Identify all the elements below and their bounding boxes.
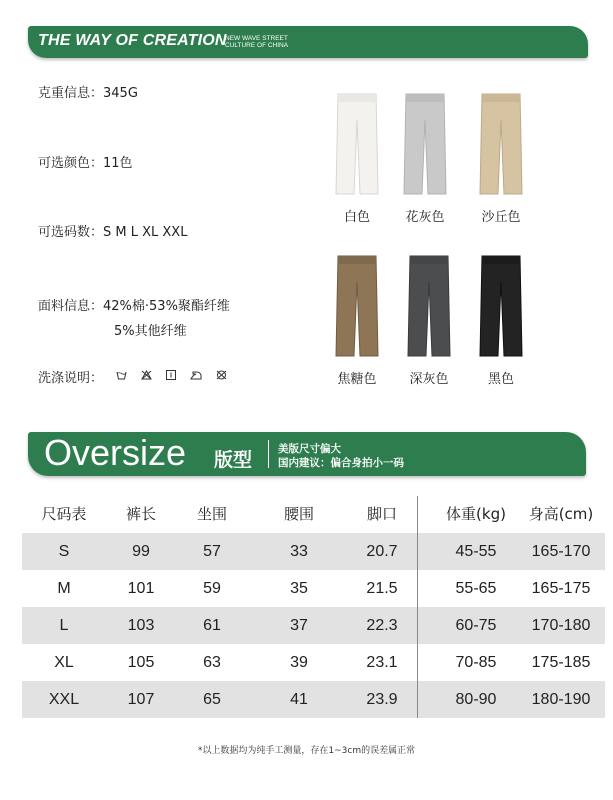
banner-subtitle xyxy=(225,35,288,49)
table-row xyxy=(22,570,605,607)
pants-heather-grey-image[interactable] xyxy=(402,90,448,198)
hand-wash-icon xyxy=(116,370,127,383)
table-cell: 41 xyxy=(290,691,308,708)
size-info: 可选码数：S M L XL XXL xyxy=(38,225,188,240)
table-row xyxy=(22,644,605,681)
table-header: 体重(kg) xyxy=(446,505,506,523)
color-info: 可选颜色：11色 xyxy=(38,156,133,171)
iron-icon xyxy=(190,370,202,383)
table-cell: 21.5 xyxy=(366,580,398,597)
table-cell: 35 xyxy=(290,580,308,597)
table-cell: 170-180 xyxy=(531,617,591,634)
table-cell: 33 xyxy=(290,543,308,560)
table-cell: 60-75 xyxy=(455,617,497,634)
table-cell: 23.1 xyxy=(366,654,398,671)
table-cell: 45-55 xyxy=(455,543,497,560)
table-cell: 22.3 xyxy=(366,617,398,634)
fit-type: 版型 xyxy=(214,449,253,471)
pants-caramel-image[interactable] xyxy=(334,252,380,360)
table-cell: 63 xyxy=(203,654,221,671)
table-cell: 107 xyxy=(127,691,155,708)
table-cell: 165-170 xyxy=(531,543,591,560)
pants-dark-grey-image[interactable] xyxy=(406,252,452,360)
fit-note-2: 国内建议：偏合身拍小一码 xyxy=(278,457,404,469)
table-cell: 23.9 xyxy=(366,691,398,708)
no-dryclean-icon xyxy=(216,370,227,383)
weight-info: 克重信息：345G xyxy=(38,86,138,101)
table-divider xyxy=(417,496,418,718)
table-cell: 80-90 xyxy=(455,691,497,708)
table-header: 尺码表 xyxy=(41,505,87,523)
swatch-label-black: 黑色 xyxy=(487,372,514,387)
pants-black-image[interactable] xyxy=(478,252,524,360)
table-header: 腰围 xyxy=(283,505,314,523)
pants-white-image[interactable] xyxy=(334,90,380,198)
banner-sub-line1: NEW WAVE STREET xyxy=(225,35,288,42)
table-cell: 37 xyxy=(290,617,308,634)
table-cell: 57 xyxy=(203,543,221,560)
table-cell: 59 xyxy=(203,580,221,597)
banner-title: THE WAY OF CREATION xyxy=(38,32,227,49)
table-cell: 39 xyxy=(290,654,308,671)
swatch-label-heather-grey: 花灰色 xyxy=(405,210,445,225)
table-cell: 103 xyxy=(127,617,155,634)
fit-divider xyxy=(268,440,269,468)
table-row xyxy=(22,533,605,570)
wash-label: 洗涤说明： xyxy=(38,371,104,386)
fabric-info: 面料信息：42%棉·53%聚酯纤维 xyxy=(38,299,230,314)
table-row xyxy=(22,681,605,718)
table-cell: 165-175 xyxy=(531,580,591,597)
table-cell: S xyxy=(58,543,70,560)
table-header: 身高(cm) xyxy=(528,505,594,523)
table-cell: XXL xyxy=(48,691,80,708)
table-cell: 20.7 xyxy=(366,543,398,560)
swatch-label-dark-grey: 深灰色 xyxy=(409,372,449,387)
swatch-label-sand: 沙丘色 xyxy=(481,210,521,225)
table-header-row xyxy=(22,496,605,533)
table-cell: 175-185 xyxy=(531,654,591,671)
table-cell: L xyxy=(59,617,69,634)
table-cell: 55-65 xyxy=(455,580,497,597)
table-row xyxy=(22,607,605,644)
size-table xyxy=(22,496,605,718)
table-header: 坐围 xyxy=(196,505,227,523)
header-banner xyxy=(28,26,588,58)
dry-icon xyxy=(166,370,176,383)
fit-note-1: 美版尺寸偏大 xyxy=(278,443,341,455)
fit-banner xyxy=(28,432,586,476)
no-bleach-icon xyxy=(141,370,152,383)
table-cell: 99 xyxy=(132,543,150,560)
wash-icons xyxy=(116,370,227,383)
table-cell: 65 xyxy=(203,691,221,708)
swatch-label-white: 白色 xyxy=(343,210,370,225)
table-cell: XL xyxy=(54,654,74,671)
footnote: *以上数据均为纯手工测量，存在1~3cm的误差属正常 xyxy=(197,746,416,756)
swatch-label-caramel: 焦糖色 xyxy=(337,372,377,387)
banner-sub-line2: CULTURE OF CHINA xyxy=(225,42,289,49)
fit-word: Oversize xyxy=(44,432,187,473)
table-cell: 180-190 xyxy=(531,691,591,708)
pants-sand-image[interactable] xyxy=(478,90,524,198)
table-cell: 101 xyxy=(127,580,155,597)
table-cell: 61 xyxy=(203,617,221,634)
table-cell: 105 xyxy=(127,654,155,671)
table-cell: M xyxy=(57,580,71,597)
fabric-info-2: 5%其他纤维 xyxy=(114,324,187,339)
table-header: 脚口 xyxy=(366,505,397,523)
table-header: 裤长 xyxy=(125,505,156,523)
table-cell: 70-85 xyxy=(455,654,497,671)
